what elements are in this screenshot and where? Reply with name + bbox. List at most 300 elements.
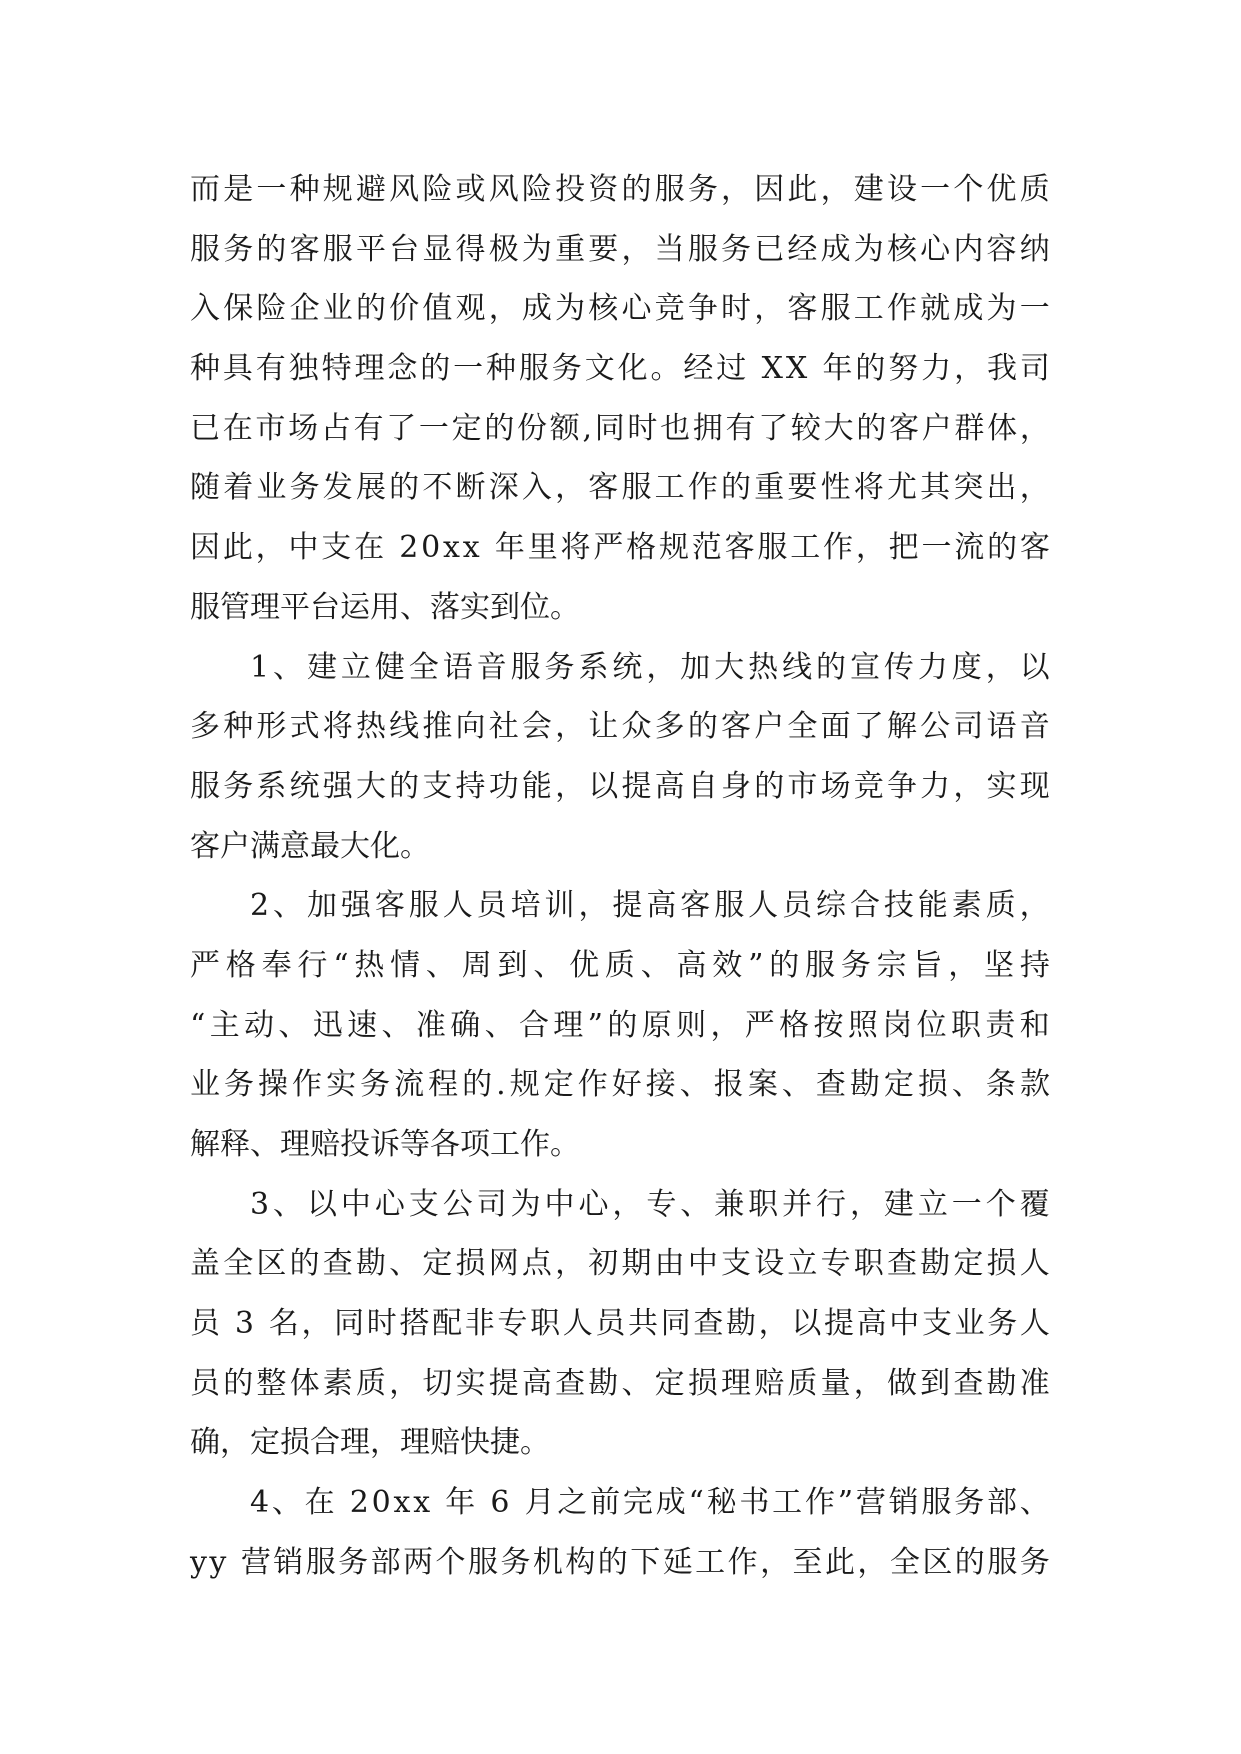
line-char: 显 [422,231,453,267]
line-char: 勘 [726,1306,756,1342]
line-char: 范 [691,530,722,566]
line-char: ， [1019,410,1050,446]
line-char: 为 [853,231,884,267]
line-char: 险 [422,172,453,207]
line-char: 内 [953,231,984,267]
line-char: 销 [888,1485,919,1521]
line-char: 得 [455,231,486,267]
line-char: 在 [222,410,253,446]
text-line [190,220,1050,280]
line-char: 时 [627,410,658,446]
line-char: 在 [304,1485,335,1521]
line-char: 务 [223,231,254,267]
line-char [257,1294,267,1354]
line-char: 为 [986,291,1017,327]
line-char: ” [748,947,764,983]
line-char: 一 [453,351,484,387]
line-char: “ [190,1007,206,1043]
text-line [190,578,1050,638]
line-char: 3 [234,1306,254,1342]
line-char: 质 [1019,172,1050,207]
line-char: ， [301,1306,332,1342]
line-char: 服 [510,649,541,685]
line-char: 种 [486,351,517,387]
line-char: 两 [403,1544,434,1580]
line-char: 、 [640,947,671,983]
line-char [749,339,759,399]
line-char: 兼 [714,1186,745,1222]
line-char: 务 [224,1067,255,1103]
line-char: ， [578,888,609,924]
line-char: 要 [787,470,818,506]
line-char: 有 [725,410,756,446]
text-line [190,1294,1050,1354]
line-char: 整 [256,1365,287,1401]
line-char: 务 [544,649,575,685]
line-char: 工 [853,291,884,327]
line-char [483,518,493,578]
line-char: 出 [986,470,1017,506]
line-char: 非 [464,1306,495,1342]
line-char: 实 [986,768,1017,804]
text-line [190,458,1050,518]
line-char: 一 [256,172,287,207]
line-char: 格 [225,947,256,983]
line-char: 则 [676,1007,707,1043]
text-line [190,1533,1050,1593]
line-char: 、 [1019,1485,1050,1521]
line-char: 2 [250,888,270,924]
line-char: 成 [820,231,851,267]
line-char: 系 [578,649,609,685]
text-line [190,1354,1050,1414]
line-char: 传 [883,649,914,685]
line-char: 服 [518,351,549,387]
line-char: 是 [223,172,254,207]
line-char: 经 [787,231,818,267]
line-char: 全 [787,709,818,745]
line-char: 了 [758,410,789,446]
line-char: 高 [521,1365,552,1401]
line-char: 0 [371,1485,391,1521]
line-char: ， [621,231,652,267]
text-line [190,817,1050,877]
line-char: 的 [420,351,451,387]
line-char: 理 [721,1365,751,1401]
line-char: 极 [488,231,519,267]
line-char: 服 [805,947,836,983]
text-line [190,936,1050,996]
line-text: 确，定损合理，理赔快捷。 [190,1425,550,1461]
line-char: 种 [190,351,220,387]
line-char: 查 [322,1246,353,1282]
line-char: 了 [386,410,417,446]
line-char: 因 [754,172,785,207]
line-char: 深 [488,470,519,506]
line-char: 展 [355,470,386,506]
line-char: ” [837,1485,854,1521]
line-text: 解释、理赔投诉等各项工作。 [190,1127,580,1162]
line-char: 有 [255,351,286,387]
line-char: 理 [354,351,385,387]
line-char: 经 [683,351,714,387]
line-char: 解 [886,709,917,745]
line-char: 要 [588,231,619,267]
line-char: 体 [987,410,1018,446]
line-char: ， [612,1186,643,1222]
line-char: 立 [340,649,371,685]
line-char: 机 [532,1544,563,1580]
line-char: 企 [289,291,320,327]
line-char: 务 [687,172,718,207]
line-char: 由 [654,1246,685,1282]
line-char: 规 [658,530,689,566]
line-char: 员 [190,1365,220,1401]
line-char: 的 [769,947,800,983]
line-char: 随 [190,470,220,506]
line-char: 支 [422,768,453,804]
line-char: 客 [289,231,320,267]
line-char: 损 [455,1246,486,1282]
line-char: 一 [1019,291,1050,327]
line-char: 实 [455,1365,486,1401]
line-char: 准 [1019,1365,1050,1401]
line-char: 培 [510,888,541,924]
line-char: 定 [654,1365,685,1401]
line-char: 能 [521,768,552,804]
line-char: ， [488,291,519,327]
line-char: 案 [747,1067,778,1103]
line-char: ， [710,1007,741,1043]
line-char: 搭 [399,1306,430,1342]
line-char: 宗 [876,947,907,983]
line-char: 客 [724,530,755,566]
line-char: 接 [645,1067,676,1103]
line-char: 的 [223,1365,254,1401]
line-char: 过 [716,351,747,387]
line-char: 作 [292,1067,323,1103]
line-text: 客户满意最大化。 [190,828,430,864]
text-line [190,638,1050,698]
line-char: 系 [256,768,287,804]
line-char: 业 [954,1306,985,1342]
line-char: 强 [322,768,353,804]
line-char: 规 [322,172,353,207]
text-line [190,518,1050,578]
line-char: 支 [408,1186,439,1222]
line-char: 好 [611,1067,642,1103]
text-line [190,1115,1050,1175]
line-char: 中 [288,530,319,566]
line-char: 服 [654,172,685,207]
line-char: 、 [278,1007,309,1043]
line-char: 力 [920,768,951,804]
line-char: 综 [816,888,847,924]
line-char: 念 [387,351,418,387]
line-char: 赔 [754,1365,785,1401]
line-char: 式 [289,709,320,745]
line-char: ， [948,947,979,983]
line-char: 为 [555,291,586,327]
line-char: 就 [920,291,951,327]
line-char: x [443,530,460,566]
line-char: 不 [422,470,453,506]
line-char: 加 [306,888,337,924]
line-char: 在 [354,530,385,566]
line-char: , [582,410,592,446]
line-char: 勘 [849,1067,880,1103]
line-char: 员 [476,888,507,924]
line-char: 周 [461,947,492,983]
line-char: 此 [824,1544,855,1580]
line-char: 面 [820,709,851,745]
line-char: 定 [422,1246,453,1282]
line-char: 公 [442,1186,473,1222]
line-char: 服 [408,888,439,924]
line-char: 务 [360,1067,391,1103]
line-char: 专 [820,1246,851,1282]
line-char: 大 [714,649,745,685]
line-char: 多 [190,709,220,745]
line-char: 人 [1019,1306,1050,1342]
text-line [190,876,1050,936]
line-char: 持 [1019,947,1050,983]
line-char: 建 [853,172,884,207]
line-char: 务 [721,231,751,267]
line-char: 规 [509,1067,540,1103]
line-char: 、 [389,1246,420,1282]
line-char: 奉 [261,947,292,983]
line-char: 统 [289,768,320,804]
line-char: 作 [727,1544,758,1580]
line-char: 心 [920,231,951,267]
line-char: 心 [578,1186,609,1222]
line-char: 、 [951,1067,982,1103]
text-line [190,996,1050,1056]
line-char: 中 [544,1186,575,1222]
line-char: 、 [484,1007,515,1043]
line-char: 的 [855,351,886,387]
line-char: 入 [521,470,552,506]
text-line [190,279,1050,339]
line-char: 纳 [1019,231,1050,267]
line-char: 心 [621,291,652,327]
line-char: 员 [782,888,813,924]
line-char: 。 [650,351,681,387]
line-char: 操 [258,1067,289,1103]
line-char: 前 [590,1485,621,1521]
line-char: 查 [693,1306,724,1342]
line-char: 书 [739,1485,770,1521]
line-char: 成 [521,291,552,327]
line-char: 格 [779,1007,810,1043]
line-char: ， [555,470,586,506]
line-char: 占 [320,410,351,446]
line-char: 查 [953,1365,984,1401]
line-char: 语 [986,709,1017,745]
line-char: 、 [273,888,304,924]
line-char: ， [853,1365,884,1401]
line-char: 技 [883,888,914,924]
line-char: 核 [588,291,619,327]
line-char: ” [587,1007,603,1043]
line-char: 构 [565,1544,596,1580]
line-char: 速 [347,1007,378,1043]
line-char: 高 [676,947,707,983]
line-char: ， [1019,888,1050,924]
line-char: 作 [687,470,718,506]
line-char: 年 [822,351,853,387]
line-char: 的 [856,410,887,446]
line-char: 成 [655,1485,686,1521]
line-char: 心 [374,1186,405,1222]
line-char: 务 [551,351,582,387]
line-char: ， [758,1306,789,1342]
line-char: ， [389,1365,420,1401]
line-char: 位 [916,1007,947,1043]
line-char: 的 [687,709,718,745]
line-char: 损 [687,1365,718,1401]
line-char: 作 [804,1485,835,1521]
line-char: 照 [847,1007,878,1043]
line-char: 盖 [190,1246,220,1282]
line-char [433,1473,443,1533]
line-char: 种 [223,709,254,745]
line-char: 合 [518,1007,549,1043]
line-char: 拥 [692,410,723,446]
line-char: ， [721,172,751,207]
line-char: 损 [986,1246,1017,1282]
line-char: 身 [721,768,751,804]
line-char: 、 [381,1007,412,1043]
line-char: 客 [680,888,711,924]
line-char: 持 [455,768,486,804]
line-char: 损 [917,1067,948,1103]
line-char: 种 [289,172,320,207]
line-char: 风 [488,172,519,207]
line-char: 质 [787,1365,818,1401]
line-char: 查 [886,1246,917,1282]
line-char: 体 [289,1365,320,1401]
line-char: 观 [455,291,486,327]
line-char: 确 [450,1007,481,1043]
line-char: 服 [687,231,718,267]
line-char: 健 [374,649,405,685]
line-char: 人 [562,1306,593,1342]
text-line [190,399,1050,459]
line-char: 勘 [355,1246,386,1282]
line-char: 勘 [920,1246,951,1282]
line-char: 价 [389,291,420,327]
line-char: 强 [340,888,371,924]
line-char: 推 [422,709,453,745]
line-char: 动 [244,1007,275,1043]
line-char: 度 [951,649,982,685]
text-line [190,1055,1050,1115]
line-char: 具 [222,351,253,387]
line-char: 值 [422,291,453,327]
line-char: 群 [954,410,985,446]
line-char: 提 [488,1365,519,1401]
line-char: x [393,1485,411,1521]
line-char: 让 [588,709,619,745]
line-char: 、 [621,1365,652,1401]
line-char: 了 [853,709,884,745]
line-char: 自 [687,768,718,804]
line-char: 到 [497,947,528,983]
line-char: 务 [1019,1544,1050,1580]
line-char: 其 [920,470,951,506]
line-char [810,339,820,399]
line-char: “ [333,947,349,983]
line-char: 、 [533,947,564,983]
line-char: 质 [985,888,1016,924]
line-char: 效 [712,947,743,983]
line-char: 作 [886,291,917,327]
line-char: ， [849,1186,880,1222]
line-char: 而 [190,172,220,207]
line-char: 服 [987,1544,1018,1580]
line-char: ， [1019,470,1050,506]
line-char: 2 [399,530,419,566]
line-char: 服 [714,888,745,924]
line-char: 、 [271,1485,302,1521]
line-char: 较 [790,410,821,446]
line-char: 工 [790,530,821,566]
line-char: 多 [654,709,685,745]
line-char: 份 [517,410,548,446]
line-char: 的 [484,410,515,446]
line-char: 优 [569,947,600,983]
line-char: 定 [953,1246,984,1282]
line-char: 发 [322,470,353,506]
line-char: 务 [840,947,871,983]
text-line [190,1175,1050,1235]
line-char: 的 [721,470,751,506]
line-char: 量 [820,1365,851,1401]
line-char: 个 [435,1544,466,1580]
line-char: 全 [223,1246,254,1282]
line-char: x [462,530,480,566]
line-char: 行 [816,1186,847,1222]
line-char: 提 [823,1306,854,1342]
line-char: 服 [467,1544,498,1580]
text-line [190,160,1050,220]
line-char: 以 [588,768,619,804]
line-char: 格 [626,530,657,566]
line-char: 里 [527,530,558,566]
line-char: 客 [889,410,920,446]
line-char: x [413,1485,431,1521]
line-char: 有 [353,410,384,446]
line-char: 服 [305,1544,336,1580]
line-char: 作 [823,530,853,566]
line-char: 工 [695,1544,726,1580]
line-char [337,1473,347,1533]
line-char: X [785,351,808,387]
line-char: 高 [654,768,685,804]
line-char: 大 [823,410,854,446]
line-char: 以 [791,1306,822,1342]
line-char: 工 [772,1485,803,1521]
line-char: 的 [754,768,785,804]
line-char: 营 [240,1544,271,1580]
line-char: 员 [190,1306,220,1342]
line-char: 主 [209,1007,240,1043]
line-char: ， [255,530,286,566]
line-char: 的 [987,530,1018,566]
line-char: 严 [593,530,624,566]
